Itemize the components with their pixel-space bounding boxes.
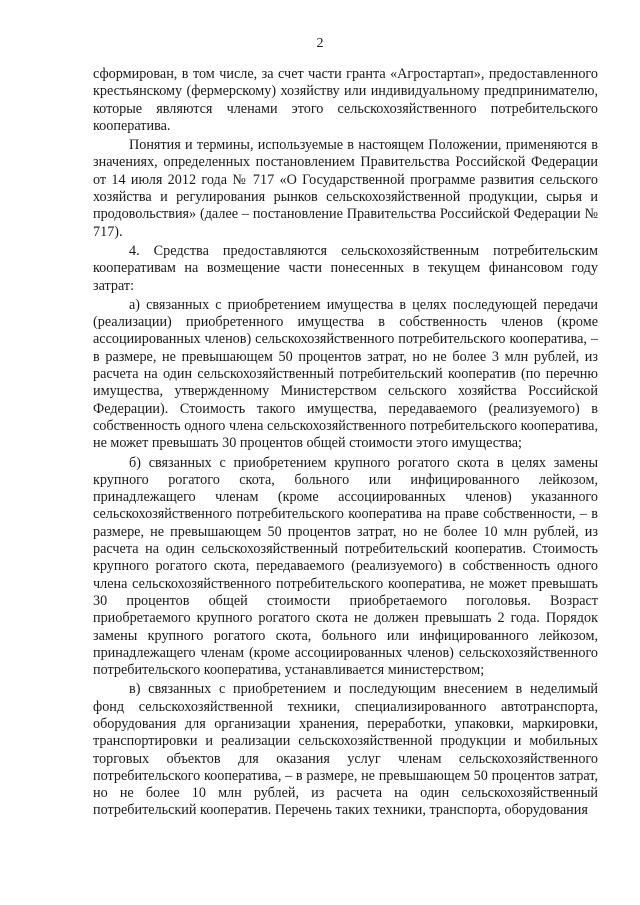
document-body xyxy=(93,66,598,822)
paragraph-item-4: 4. Средства предоставляются сельскохозяйственным потребительским кооперативам на возмещение части понесенных в текущем финансовом году затрат: xyxy=(93,242,598,294)
page-number: 2 xyxy=(316,36,324,51)
paragraph-subitem-a: а) связанных с приобретением имущества в целях последующей передачи (реализации) приобретенного имущества в собственность членов (кроме ассоциированных членов) сельскохозяйственного потребительского кооператива, – в размере, не превышающем 50 процентов затрат, но не более 3 млн рублей, из расчета на один сельскохозяйственный потребительский кооператив (по перечню имущества, утвержденному Министерством сельского хозяйства Российской Федерации). Стоимость такого имущества, передаваемого (реализуемого) в собственность одного члена сельскохозяйственного потребительского кооператива, не может превышать 30 процентов общей стоимости этого имущества; xyxy=(93,296,598,452)
paragraph-subitem-v: в) связанных с приобретением и последующим внесением в неделимый фонд сельскохозяйственной техники, специализированного автотранспорта, оборудования для организации хранения, переработки, упаковки, маркировки, транспортировки и реализации сельскохозяйственной продукции и мобильных торговых объектов для оказания услуг членам сельскохозяйственного потребительского кооператива, – в размере, не превышающем 50 процентов затрат, но не более 10 млн рублей, из расчета на один сельскохозяйственный потребительский кооператив. Перечень таких техники, транспорта, оборудования xyxy=(93,681,598,819)
paragraph-continuation: сформирован, в том числе, за счет части гранта «Агростартап», предоставленного крестьянскому (фермерскому) хозяйству или индивидуальному предпринимателю, которые являются членами этого сельскохозяйственного потребительского кооператива. xyxy=(93,66,598,134)
paragraph-terms: Понятия и термины, используемые в настоящем Положении, применяются в значениях, определенных постановлением Правительства Российской Федерации от 14 июля 2012 года № 717 «О Государственной программе развития сельского хозяйства и регулирования рынков сельскохозяйственной продукции, сырья и продовольствия» (далее – постановление Правительства Российской Федерации № 717). xyxy=(93,137,598,240)
paragraph-subitem-b: б) связанных с приобретением крупного рогатого скота в целях замены крупного рогатого скота, больного или инфицированного лейкозом, принадлежащего членам (кроме ассоциированных членов) указанного сельскохозяйственного потребительского кооператива на праве собственности, – в размере, не превышающем 50 процентов затрат, но не более 10 млн рублей, из расчета на один сельскохозяйственный потребительский кооператив. Стоимость крупного рогатого скота, передаваемого (реализуемого) в собственность одного члена сельскохозяйственного потребительского кооператива, не может превышать 30 процентов общей стоимости приобретаемого поголовья. Возраст приобретаемого крупного рогатого скота не должен превышать 2 года. Порядок замены крупного рогатого скота, больного или инфицированного лейкозом, принадлежащего членам (кроме ассоциированных членов) сельскохозяйственного потребительского кооператива, устанавливается министерством; xyxy=(93,454,598,679)
